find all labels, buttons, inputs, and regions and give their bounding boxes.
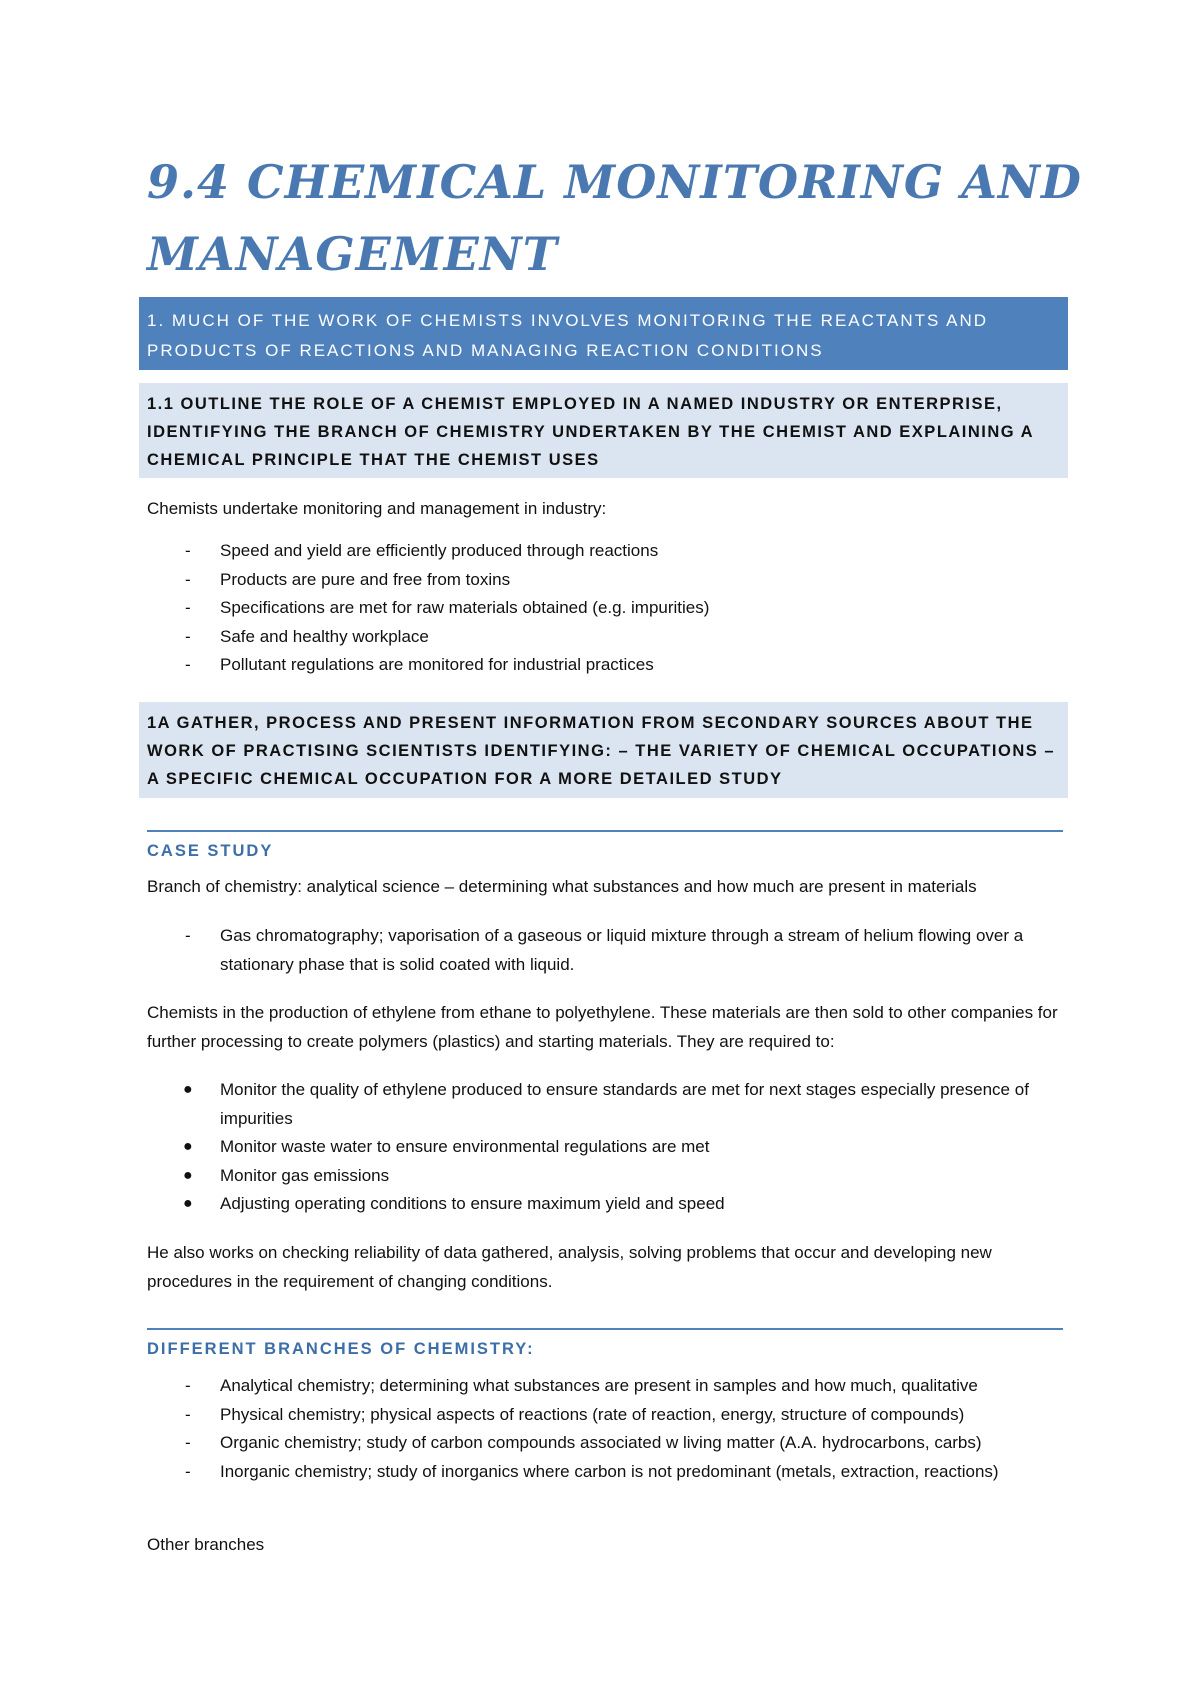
- case-study-heading: CASE STUDY: [147, 830, 1063, 864]
- section-heading-1: 1. MUCH OF THE WORK OF CHEMISTS INVOLVES MONITORING THE REACTANTS AND PRODUCTS OF REACTIONS AND MANAGING REACTION CONDITIONS: [139, 297, 1068, 370]
- branches-heading: DIFFERENT BRANCHES OF CHEMISTRY:: [147, 1328, 1063, 1362]
- subsection-heading-1a: 1A GATHER, PROCESS AND PRESENT INFORMATION FROM SECONDARY SOURCES ABOUT THE WORK OF PRACTISING SCIENTISTS IDENTIFYING: – THE VARIETY OF CHEMICAL OCCUPATIONS – A SPECIFIC CHEMICAL OCCUPATION FOR A MORE DETAILED STUDY: [139, 702, 1068, 798]
- bullet-marker: ●: [183, 1195, 193, 1212]
- dash-marker: -: [185, 541, 191, 560]
- list-item-text: Speed and yield are efficiently produced through reactions: [220, 541, 659, 560]
- list-item-text: Analytical chemistry; determining what substances are present in samples and how much, qualitative: [220, 1376, 978, 1395]
- other-branches-label: Other branches: [147, 1535, 265, 1554]
- list-item: [147, 1401, 1067, 1430]
- list-item-text: Products are pure and free from toxins: [220, 569, 511, 589]
- dash-marker: -: [185, 1376, 191, 1395]
- bullet-marker: ●: [183, 1166, 193, 1184]
- list-item-text: Pollutant regulations are monitored for industrial practices: [220, 655, 654, 674]
- dash-marker: -: [185, 926, 191, 945]
- dash-marker: -: [185, 569, 191, 589]
- bullet-marker: ●: [183, 1081, 193, 1098]
- list-item-text: Specifications are met for raw materials obtained (e.g. impurities): [220, 598, 710, 617]
- list-item: [147, 1162, 1067, 1191]
- industry-list: [147, 537, 1067, 680]
- page-title: 9.4 CHEMICAL MONITORING AND MANAGEMENT: [147, 155, 1082, 281]
- list-item-text: Organic chemistry; study of carbon compounds associated w living matter (A.A. hydrocarbons, carbs): [220, 1433, 982, 1452]
- duties-list: [147, 1076, 1067, 1219]
- branches-list: [147, 1372, 1067, 1486]
- subsection-heading-1-1: 1.1 OUTLINE THE ROLE OF A CHEMIST EMPLOYED IN A NAMED INDUSTRY OR ENTERPRISE, IDENTIFYING THE BRANCH OF CHEMISTRY UNDERTAKEN BY THE CHEMIST AND EXPLAINING A CHEMICAL PRINCIPLE THAT THE CHEMIST USES: [139, 383, 1068, 478]
- list-item-text: Monitor waste water to ensure environmental regulations are met: [220, 1137, 710, 1156]
- list-item-text: Inorganic chemistry; study of inorganics where carbon is not predominant (metals, extraction, reactions): [220, 1461, 999, 1481]
- list-item-text: Physical chemistry; physical aspects of reactions (rate of reaction, energy, structure of compounds): [220, 1404, 965, 1424]
- list-item-text: Adjusting operating conditions to ensure maximum yield and speed: [220, 1194, 725, 1213]
- list-item: [147, 651, 1067, 680]
- list-item-text: Monitor gas emissions: [220, 1165, 390, 1185]
- intro-text: Chemists undertake monitoring and management in industry:: [147, 499, 607, 518]
- dash-marker: -: [185, 598, 191, 617]
- list-item: [147, 1458, 1067, 1487]
- list-item: [147, 1429, 1067, 1458]
- dash-marker: -: [185, 626, 191, 646]
- list-item: [147, 1076, 1067, 1133]
- list-item-text: Safe and healthy workplace: [220, 626, 429, 646]
- dash-marker: -: [185, 1433, 191, 1452]
- list-item: [147, 594, 1067, 623]
- bullet-marker: ●: [183, 1138, 193, 1155]
- list-item: [147, 1190, 1067, 1219]
- list-item-text: Monitor the quality of ethylene produced to ensure standards are met for next stages especially presence of impurities: [220, 1080, 1029, 1128]
- dash-marker: -: [185, 1404, 191, 1424]
- dash-marker: -: [185, 1461, 191, 1481]
- gc-list: [147, 922, 1067, 979]
- list-item: [147, 1372, 1067, 1401]
- list-item: [147, 537, 1067, 566]
- list-item: [147, 623, 1067, 652]
- list-item-text: Gas chromatography; vaporisation of a gaseous or liquid mixture through a stream of helium flowing over a stationary phase that is solid coated with liquid.: [220, 926, 1024, 974]
- branch-line: Branch of chemistry: analytical science – determining what substances and how much are present in materials: [147, 877, 977, 896]
- ethylene-paragraph: Chemists in the production of ethylene from ethane to polyethylene. These materials are then sold to other companies for further processing to create polymers (plastics) and starting materials. They are required to:: [147, 1003, 1058, 1051]
- list-item: [147, 922, 1067, 979]
- also-paragraph: He also works on checking reliability of data gathered, analysis, solving problems that occur and developing new procedures in the requirement of changing conditions.: [147, 1243, 992, 1291]
- list-item: [147, 566, 1067, 595]
- dash-marker: -: [185, 655, 191, 674]
- list-item: [147, 1133, 1067, 1162]
